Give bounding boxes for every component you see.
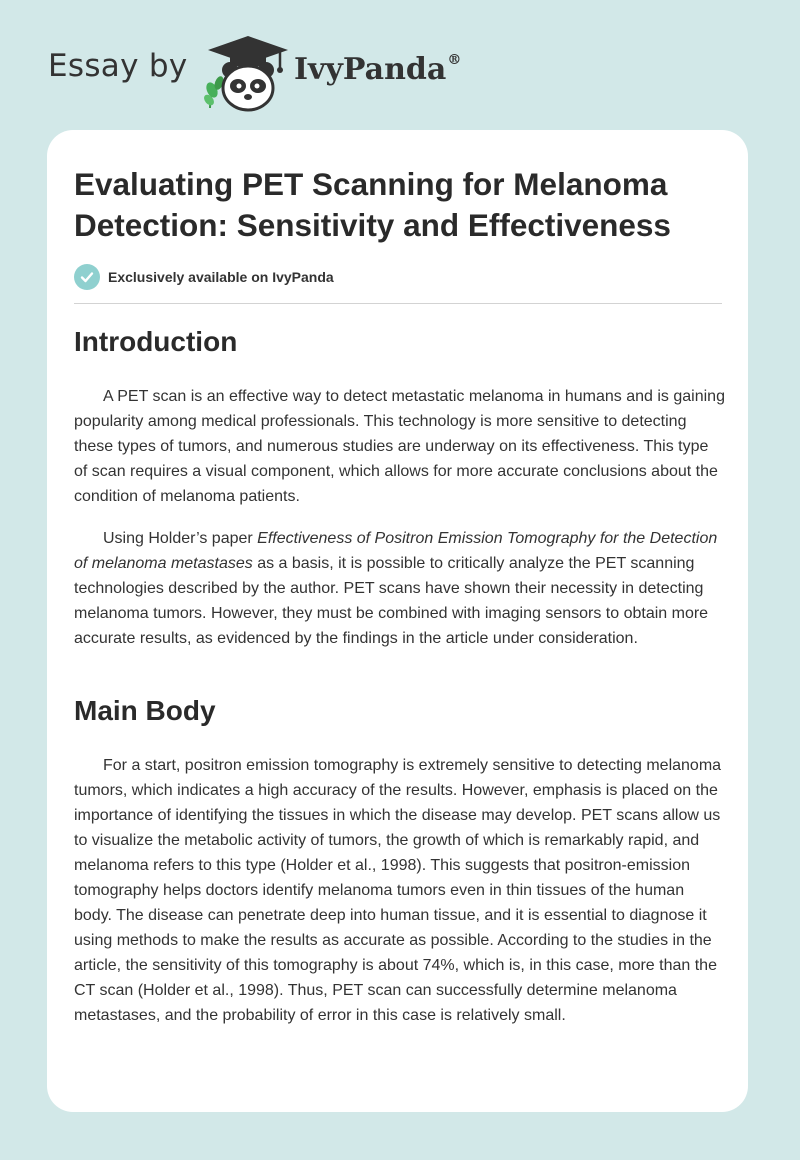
panda-logo-icon[interactable] <box>200 34 292 114</box>
exclusive-badge <box>74 264 334 290</box>
paragraph: For a start, positron emission tomography is extremely sensitive to detecting melanoma tumors, which indicates a high accuracy of the results. However, emphasis is placed on the importance of identifying the tissues in which the disease may develop. PET scans allow us to visualize the metabolic activity of tumors, the growth of which is remarkably rapid, and melanoma refers to this type (Holder et al., 1998). This suggests that positron-emission tomography helps doctors identify melanoma tumors even in thin tissues of the human body. The disease can penetrate deep into human tissue, and it is essential to diagnose it using methods to make the results as accurate as possible. According to the studies in the article, the sensitivity of this tomography is about 74%, which is, in this case, more than the CT scan (Holder et al., 1998). Thus, PET scan can successfully determine melanoma metastases, and the probability of error in this case is relatively small. <box>74 757 722 1024</box>
paragraph: A PET scan is an effective way to detect metastatic melanoma in humans and is gaining popularity among medical professionals. This technology is more sensitive to detecting these types of tumors, and numerous studies are underway on its effectiveness. This type of scan requires a visual component, which allows for more accurate conclusions about the condition of melanoma patients. <box>74 388 725 505</box>
section-heading-main-body: Main Body <box>74 695 216 726</box>
paragraph: Using Holder’s paper Effectiveness of Positron Emission Tomography for the Detection of melanoma metastases as a basis, it is possible to critically analyze the PET scanning technologies described by the author. PET scans have shown their necessity in detecting melanoma tumors. However, they must be combined with imaging sensors to obtain more accurate results, as evidenced by the findings in the article under consideration. <box>74 530 718 647</box>
title-divider <box>74 303 722 304</box>
brand-name[interactable] <box>294 52 461 87</box>
exclusive-badge-label: Exclusively available on IvyPanda <box>108 269 334 285</box>
site-header <box>0 0 800 130</box>
section-heading-introduction: Introduction <box>74 326 238 357</box>
essay-by-label: Essay by <box>48 48 188 84</box>
cited-paper-title: Effectiveness of Positron Emission Tomography for the Detection of melanoma metastases <box>74 530 718 572</box>
registered-mark: ® <box>447 52 462 68</box>
article-title: Evaluating PET Scanning for Melanoma Detection: Sensitivity and Effectiveness <box>74 166 671 243</box>
brand-text: IvyPanda <box>294 52 447 87</box>
article-card <box>47 130 748 1112</box>
check-icon <box>74 264 100 290</box>
